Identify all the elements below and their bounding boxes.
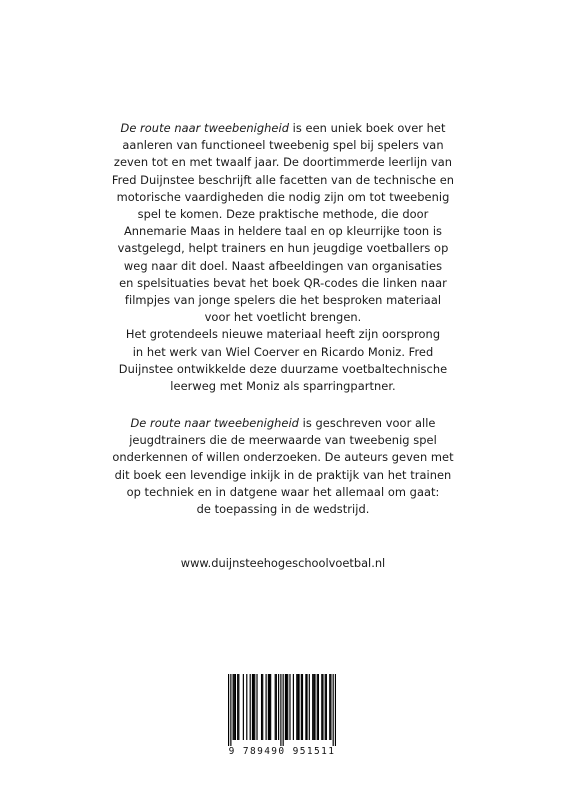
blurb-1-line: en spelsituaties bevat het boek QR-codes die linken naar (119, 275, 447, 290)
blurb-1-line: spel te komen. Deze praktische methode, die door (137, 207, 429, 222)
barcode-bar (275, 674, 276, 740)
barcode-bar (269, 674, 270, 740)
barcode-bar (313, 674, 314, 740)
website-url[interactable]: www.duijnsteehogeschoolvoetbal.nl (180, 556, 386, 570)
book-title-italic: De route naar tweebenigheid (130, 416, 299, 430)
blurb-1-line: vastgelegd, helpt trainers en hun jeugdige voetballers op (117, 241, 449, 256)
barcode-bar (261, 674, 262, 740)
barcode-bar (286, 674, 287, 740)
blurb-1-line: Annemarie Maas in heldere taal en op kleurrijke toon is (123, 224, 443, 239)
barcode-bar (325, 674, 326, 740)
blurb-2-line-1: De route naar tweebenigheid is geschreven voor alle (130, 416, 436, 430)
isbn-barcode (222, 670, 342, 764)
barcode-bar (293, 674, 294, 740)
barcode-bar (268, 674, 269, 740)
blurb-1-line: zeven tot en met twaalf jaar. De doortimmerde leerlijn van (113, 155, 453, 170)
blurb-1-line: motorische vaardigheden die nodig zijn om tot tweebenig (116, 189, 450, 204)
barcode-bar (330, 674, 331, 740)
barcode-bar (246, 674, 247, 740)
blurb-2-line: de toepassing in de wedstrijd. (196, 502, 370, 517)
barcode-bar (333, 674, 334, 746)
barcode-bar (335, 674, 336, 746)
barcode-bar (283, 674, 284, 746)
barcode-bar (243, 674, 244, 740)
barcode-bar (321, 674, 322, 740)
blurb-1-line: leerweg met Moniz als sparringpartner. (170, 379, 396, 394)
blurb-1-line: weg naar dit doel. Naast afbeeldingen van organisaties (123, 258, 443, 273)
barcode-bar (230, 674, 231, 746)
blurb-2-line: onderkennen of willen onderzoeken. De auteurs geven met (112, 450, 454, 465)
barcode-bar (262, 674, 263, 740)
blurb-2-line: jeugdtrainers die de meerwaarde van tweebenig spel (129, 433, 437, 448)
barcode-bar (309, 674, 310, 740)
barcode-bar (285, 674, 286, 740)
barcode-bar (238, 674, 239, 740)
barcode-bar (256, 674, 257, 740)
book-title-italic: De route naar tweebenigheid (120, 121, 289, 135)
blurb-1-line: Duijnstee ontwikkelde deze duurzame voetbaltechnische (118, 361, 448, 376)
blurb-1-line: Fred Duijnstee beschrijft alle facetten van de technische en (111, 172, 455, 187)
barcode-bars (228, 674, 336, 746)
description-paragraph-1 (100, 120, 466, 395)
barcode-bar (234, 674, 235, 740)
blurb-1-line: Het grotendeels nieuwe materiaal heeft zijn oorsprong (125, 327, 441, 342)
barcode-bar (233, 674, 234, 740)
barcode-bar (228, 674, 229, 746)
barcode-bar (235, 674, 236, 740)
blurb-1-line: in het werk van Wiel Coerver en Ricardo Moniz. Fred (132, 344, 434, 359)
barcode-bar (250, 674, 251, 740)
barcode-bar (253, 674, 254, 740)
barcode-bar (322, 674, 323, 740)
barcode-bar (276, 674, 277, 740)
barcode-bar (297, 674, 298, 740)
barcode-bar (329, 674, 330, 740)
blurb-1-line-1: De route naar tweebenigheid is een uniek boek over het (120, 121, 446, 135)
barcode-bar (318, 674, 319, 740)
barcode-bar (287, 674, 288, 740)
barcode-bar (237, 674, 238, 740)
blurb-2-line: op techniek en in datgene waar het allemaal om gaat: (126, 484, 440, 499)
barcode-bar (301, 674, 302, 740)
barcode-bar (278, 674, 279, 740)
barcode-bar (326, 674, 327, 740)
barcode-bar (302, 674, 303, 740)
blurb-2-line: dit boek een levendige inkijk in de praktijk van het trainen (114, 467, 452, 482)
barcode-bar (305, 674, 306, 740)
blurb-1-line: filmpjes van jonge spelers die het besproken materiaal (124, 293, 442, 308)
barcode-bar (298, 674, 299, 740)
barcode-bar (252, 674, 253, 740)
barcode-bar (254, 674, 255, 740)
barcode-bar (314, 674, 315, 740)
barcode-bar (270, 674, 271, 740)
description-paragraph-2 (100, 415, 466, 518)
barcode-bar (280, 674, 281, 746)
barcode-bar (317, 674, 318, 740)
barcode-bar (266, 674, 267, 740)
barcode-digits: 9 789490 951511 (228, 746, 336, 757)
barcode-bar (306, 674, 307, 740)
blurb-1-line: voor het voetlicht brengen. (204, 310, 362, 325)
barcode-bar (312, 674, 313, 740)
barcode-bar (289, 674, 290, 740)
blurb-1-line: aanleren van functioneel tweebenig spel bij spelers van (122, 138, 444, 153)
barcode-bar (296, 674, 297, 740)
